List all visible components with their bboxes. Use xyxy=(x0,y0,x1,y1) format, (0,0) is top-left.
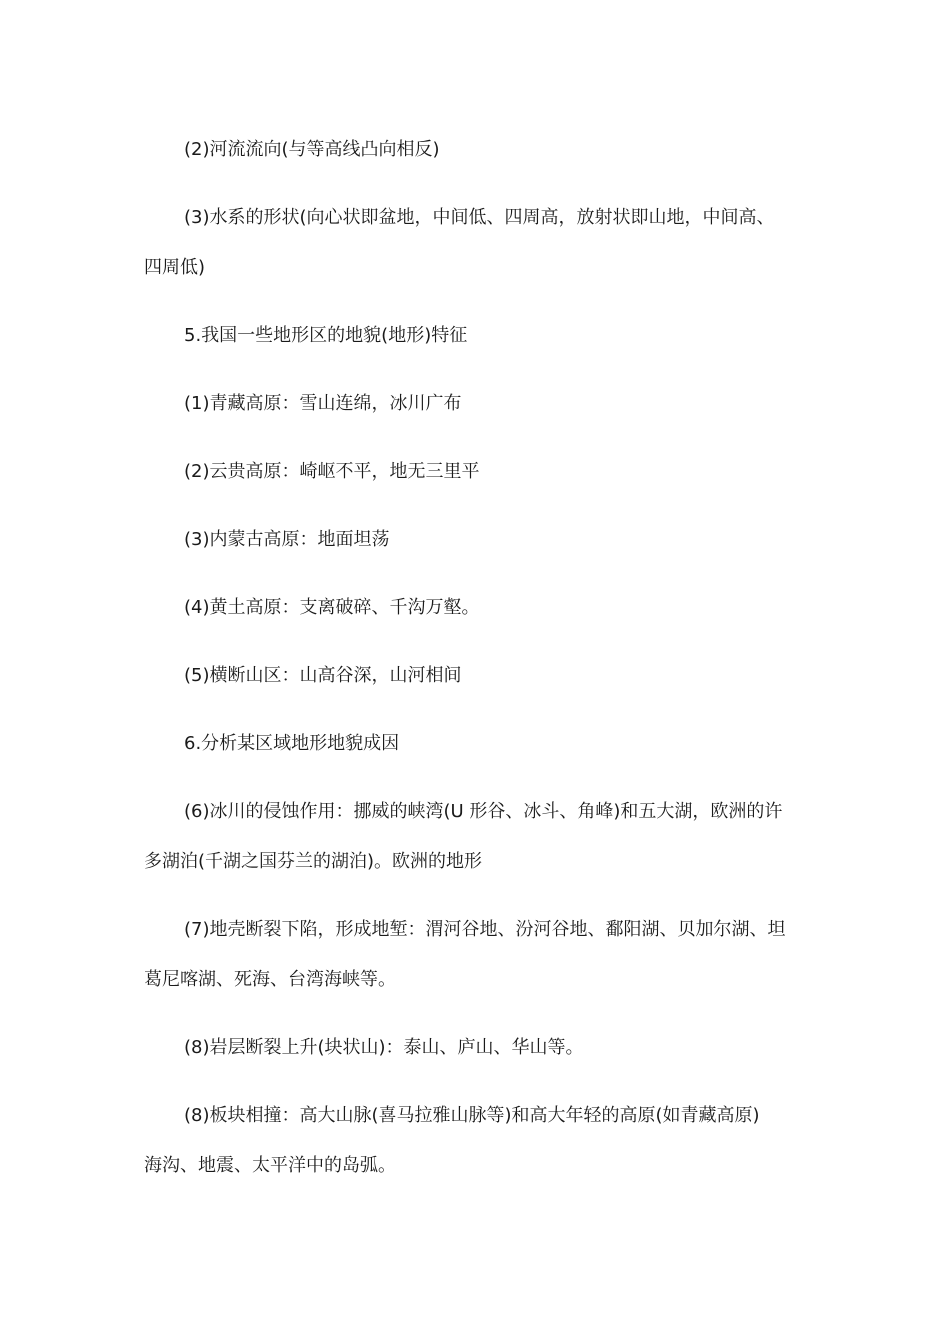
line-qinghai-tibet: (1)青藏高原：雪山连绵，冰川广布 xyxy=(184,393,462,414)
line-graben-cont: 葛尼喀湖、死海、台湾海峡等。 xyxy=(144,969,396,990)
line-plate-collision-cont: 海沟、地震、太平洋中的岛弧。 xyxy=(144,1155,396,1176)
line-graben: (7)地壳断裂下陷，形成地堑：渭河谷地、汾河谷地、鄱阳湖、贝加尔湖、坦 xyxy=(184,919,786,940)
line-river-flow: (2)河流流向(与等高线凸向相反) xyxy=(184,139,440,160)
heading-terrain-features: 5.我国一些地形区的地貌(地形)特征 xyxy=(184,325,468,346)
line-glacial-erosion-cont: 多湖泊(千湖之国芬兰的湖泊)。欧洲的地形 xyxy=(144,851,483,872)
line-plate-collision: (8)板块相撞：高大山脉(喜马拉雅山脉等)和高大年轻的高原(如青藏高原) xyxy=(184,1105,760,1126)
line-inner-mongolia: (3)内蒙古高原：地面坦荡 xyxy=(184,529,390,550)
line-yunnan-guizhou: (2)云贵高原：崎岖不平，地无三里平 xyxy=(184,461,480,482)
line-glacial-erosion: (6)冰川的侵蚀作用：挪威的峡湾(U 形谷、冰斗、角峰)和五大湖，欧洲的许 xyxy=(184,801,783,822)
line-drainage-shape: (3)水系的形状(向心状即盆地，中间低、四周高，放射状即山地，中间高、 xyxy=(184,207,775,228)
heading-landform-causes: 6.分析某区域地形地貌成因 xyxy=(184,733,400,754)
line-block-mountains: (8)岩层断裂上升(块状山)：泰山、庐山、华山等。 xyxy=(184,1037,584,1058)
line-drainage-shape-cont: 四周低) xyxy=(144,257,206,278)
line-loess-plateau: (4)黄土高原：支离破碎、千沟万壑。 xyxy=(184,597,480,618)
line-hengduan-mountains: (5)横断山区：山高谷深，山河相间 xyxy=(184,665,462,686)
